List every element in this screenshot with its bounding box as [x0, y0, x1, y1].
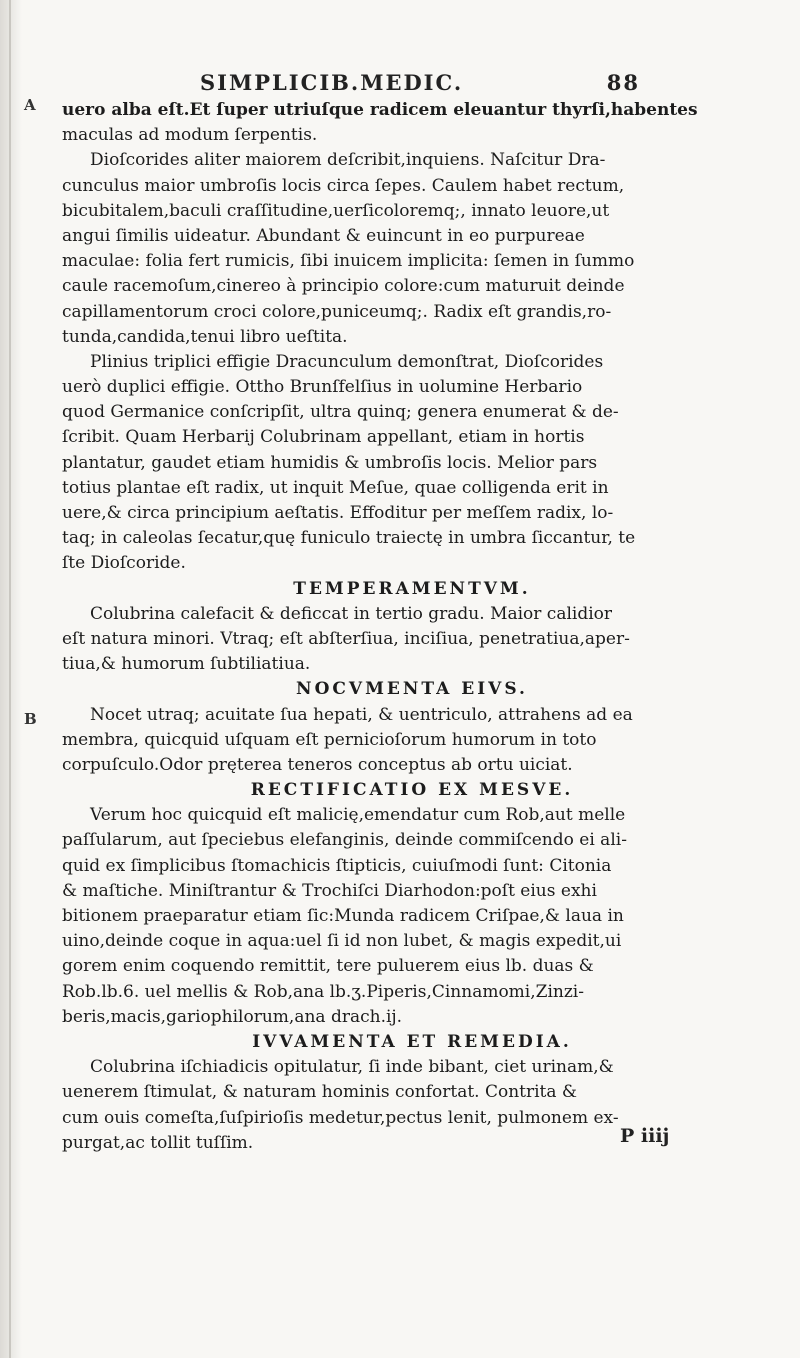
running-title: SIMPLICIB.MEDIC.	[200, 70, 464, 95]
text-line: quod Germanice conſcripſit, ultra quinq; genera enumerat & de-	[62, 402, 619, 423]
text-line: uero alba eſt.Et ſuper utriuſque radicem eleuantur thyrſi,habentes	[62, 100, 698, 120]
text-line: uerò duplici effigie. Ottho Brunſfelſius in uolumine Herbario	[62, 377, 583, 398]
margin-letter-b: B	[24, 710, 37, 728]
section-heading: TEMPERAMENTVM.	[293, 578, 531, 599]
text-line: uere,& circa principium aeſtatis. Effoditur per meſſem radix, lo-	[62, 503, 614, 523]
text-line: membra, quicquid uſquam eſt pernicioſorum humorum in toto	[62, 729, 597, 750]
text-line: totius plantae eſt radix, ut inquit Meſue, quae colligenda erit in	[62, 477, 609, 498]
text-line: purgat,ac tollit tuſſim.	[62, 1132, 254, 1153]
text-line: quid ex ſimplicibus ſtomachicis ſtipticis, cuiuſmodi ſunt: Citonia	[62, 855, 612, 876]
text-line: bitionem praeparatur etiam ſic:Munda radicem Criſpae,& laua in	[62, 906, 624, 926]
text-line: eſt natura minori. Vtraq; eſt abſterſiua, inciſiua, penetratiua,aper-	[62, 628, 630, 649]
section-heading: NOCVMENTA EIVS.	[296, 679, 528, 700]
text-line: maculae: folia fert rumicis, ſibi inuicem implicita: ſemen in ſummo	[62, 251, 635, 272]
text-line: ſcribit. Quam Herbarij Colubrinam appellant, etiam in hortis	[62, 427, 585, 448]
running-header	[200, 70, 640, 96]
text-line: caule racemoſum,cinereo à principio colore:cum maturuit deinde	[62, 276, 625, 297]
binding-gutter	[0, 0, 22, 1358]
text-line: cunculus maior umbroſis locis circa ſepes. Caulem habet rectum,	[62, 175, 625, 196]
signature-catchword: P iiij	[620, 1125, 670, 1147]
text-line: Plinius triplici effigie Dracunculum demonſtrat, Dioſcorides	[90, 351, 604, 372]
text-line: Rob.lb.6. uel mellis & Rob,ana lb.ʒ.Piperis,Cinnamomi,Zinzi-	[62, 981, 584, 1002]
margin-letter-a: A	[24, 96, 36, 114]
text-line: taq; in caleolas ſecatur,quę funiculo traiectę in umbra ſiccantur, te	[62, 528, 636, 549]
text-line: tunda,candida,tenui libro ueſtita.	[62, 326, 348, 347]
text-line: gorem enim coquendo remittit, tere puluerem eius lb. duas &	[62, 956, 594, 977]
text-line: Nocet utraq; acuitate ſua hepati, & uentriculo, attrahens ad ea	[90, 704, 633, 725]
folio-number: 88	[606, 70, 640, 95]
section-heading: RECTIFICATIO EX MESVE.	[250, 780, 574, 801]
text-line: tiua,& humorum ſubtiliatiua.	[62, 654, 311, 675]
section-heading: IVVAMENTA ET REMEDIA.	[252, 1031, 572, 1052]
text-line: Colubrina calefacit & deficcat in tertio gradu. Maior calidior	[90, 603, 613, 624]
binding-edge-line	[9, 0, 11, 1358]
body-text	[62, 98, 762, 1156]
text-line: Colubrina iſchiadicis opitulatur, ſi inde bibant, ciet urinam,&	[90, 1057, 614, 1078]
text-line: maculas ad modum ſerpentis.	[62, 125, 318, 146]
text-line: uino,deinde coque in aqua:uel ſi id non lubet, & magis expedit,ui	[62, 931, 622, 952]
text-line: Dioſcorides aliter maiorem deſcribit,inquiens. Naſcitur Dra-	[90, 150, 606, 171]
text-line: bicubitalem,baculi craſſitudine,uerſicoloremq;, innato leuore,ut	[62, 200, 610, 221]
text-line: angui ſimilis uideatur. Abundant & euincunt in eo purpureae	[62, 225, 585, 246]
text-line: beris,macis,gariophilorum,ana drach.ij.	[62, 1006, 403, 1027]
text-line: paſſularum, aut ſpeciebus elefanginis, deinde commiſcendo ei ali-	[62, 830, 627, 851]
text-line: cum ouis comeſta,ſuſpirioſis medetur,pectus lenit, pulmonem ex-	[62, 1107, 619, 1128]
text-line: capillamentorum croci colore,puniceumq;. Radix eſt grandis,ro-	[62, 301, 612, 322]
text-line: uenerem ſtimulat, & naturam hominis confortat. Contrita &	[62, 1082, 578, 1103]
text-line: ſte Dioſcoride.	[62, 553, 186, 574]
text-line: corpuſculo.Odor pręterea teneros conceptus ab ortu uiciat.	[62, 754, 573, 775]
text-line: & maſtiche. Miniſtrantur & Trochiſci Diarhodon:poſt eius exhi	[62, 880, 597, 901]
text-line: plantatur, gaudet etiam humidis & umbroſis locis. Melior pars	[62, 452, 598, 473]
text-line: Verum hoc quicquid eſt malicię,emendatur cum Rob,aut melle	[90, 805, 626, 826]
